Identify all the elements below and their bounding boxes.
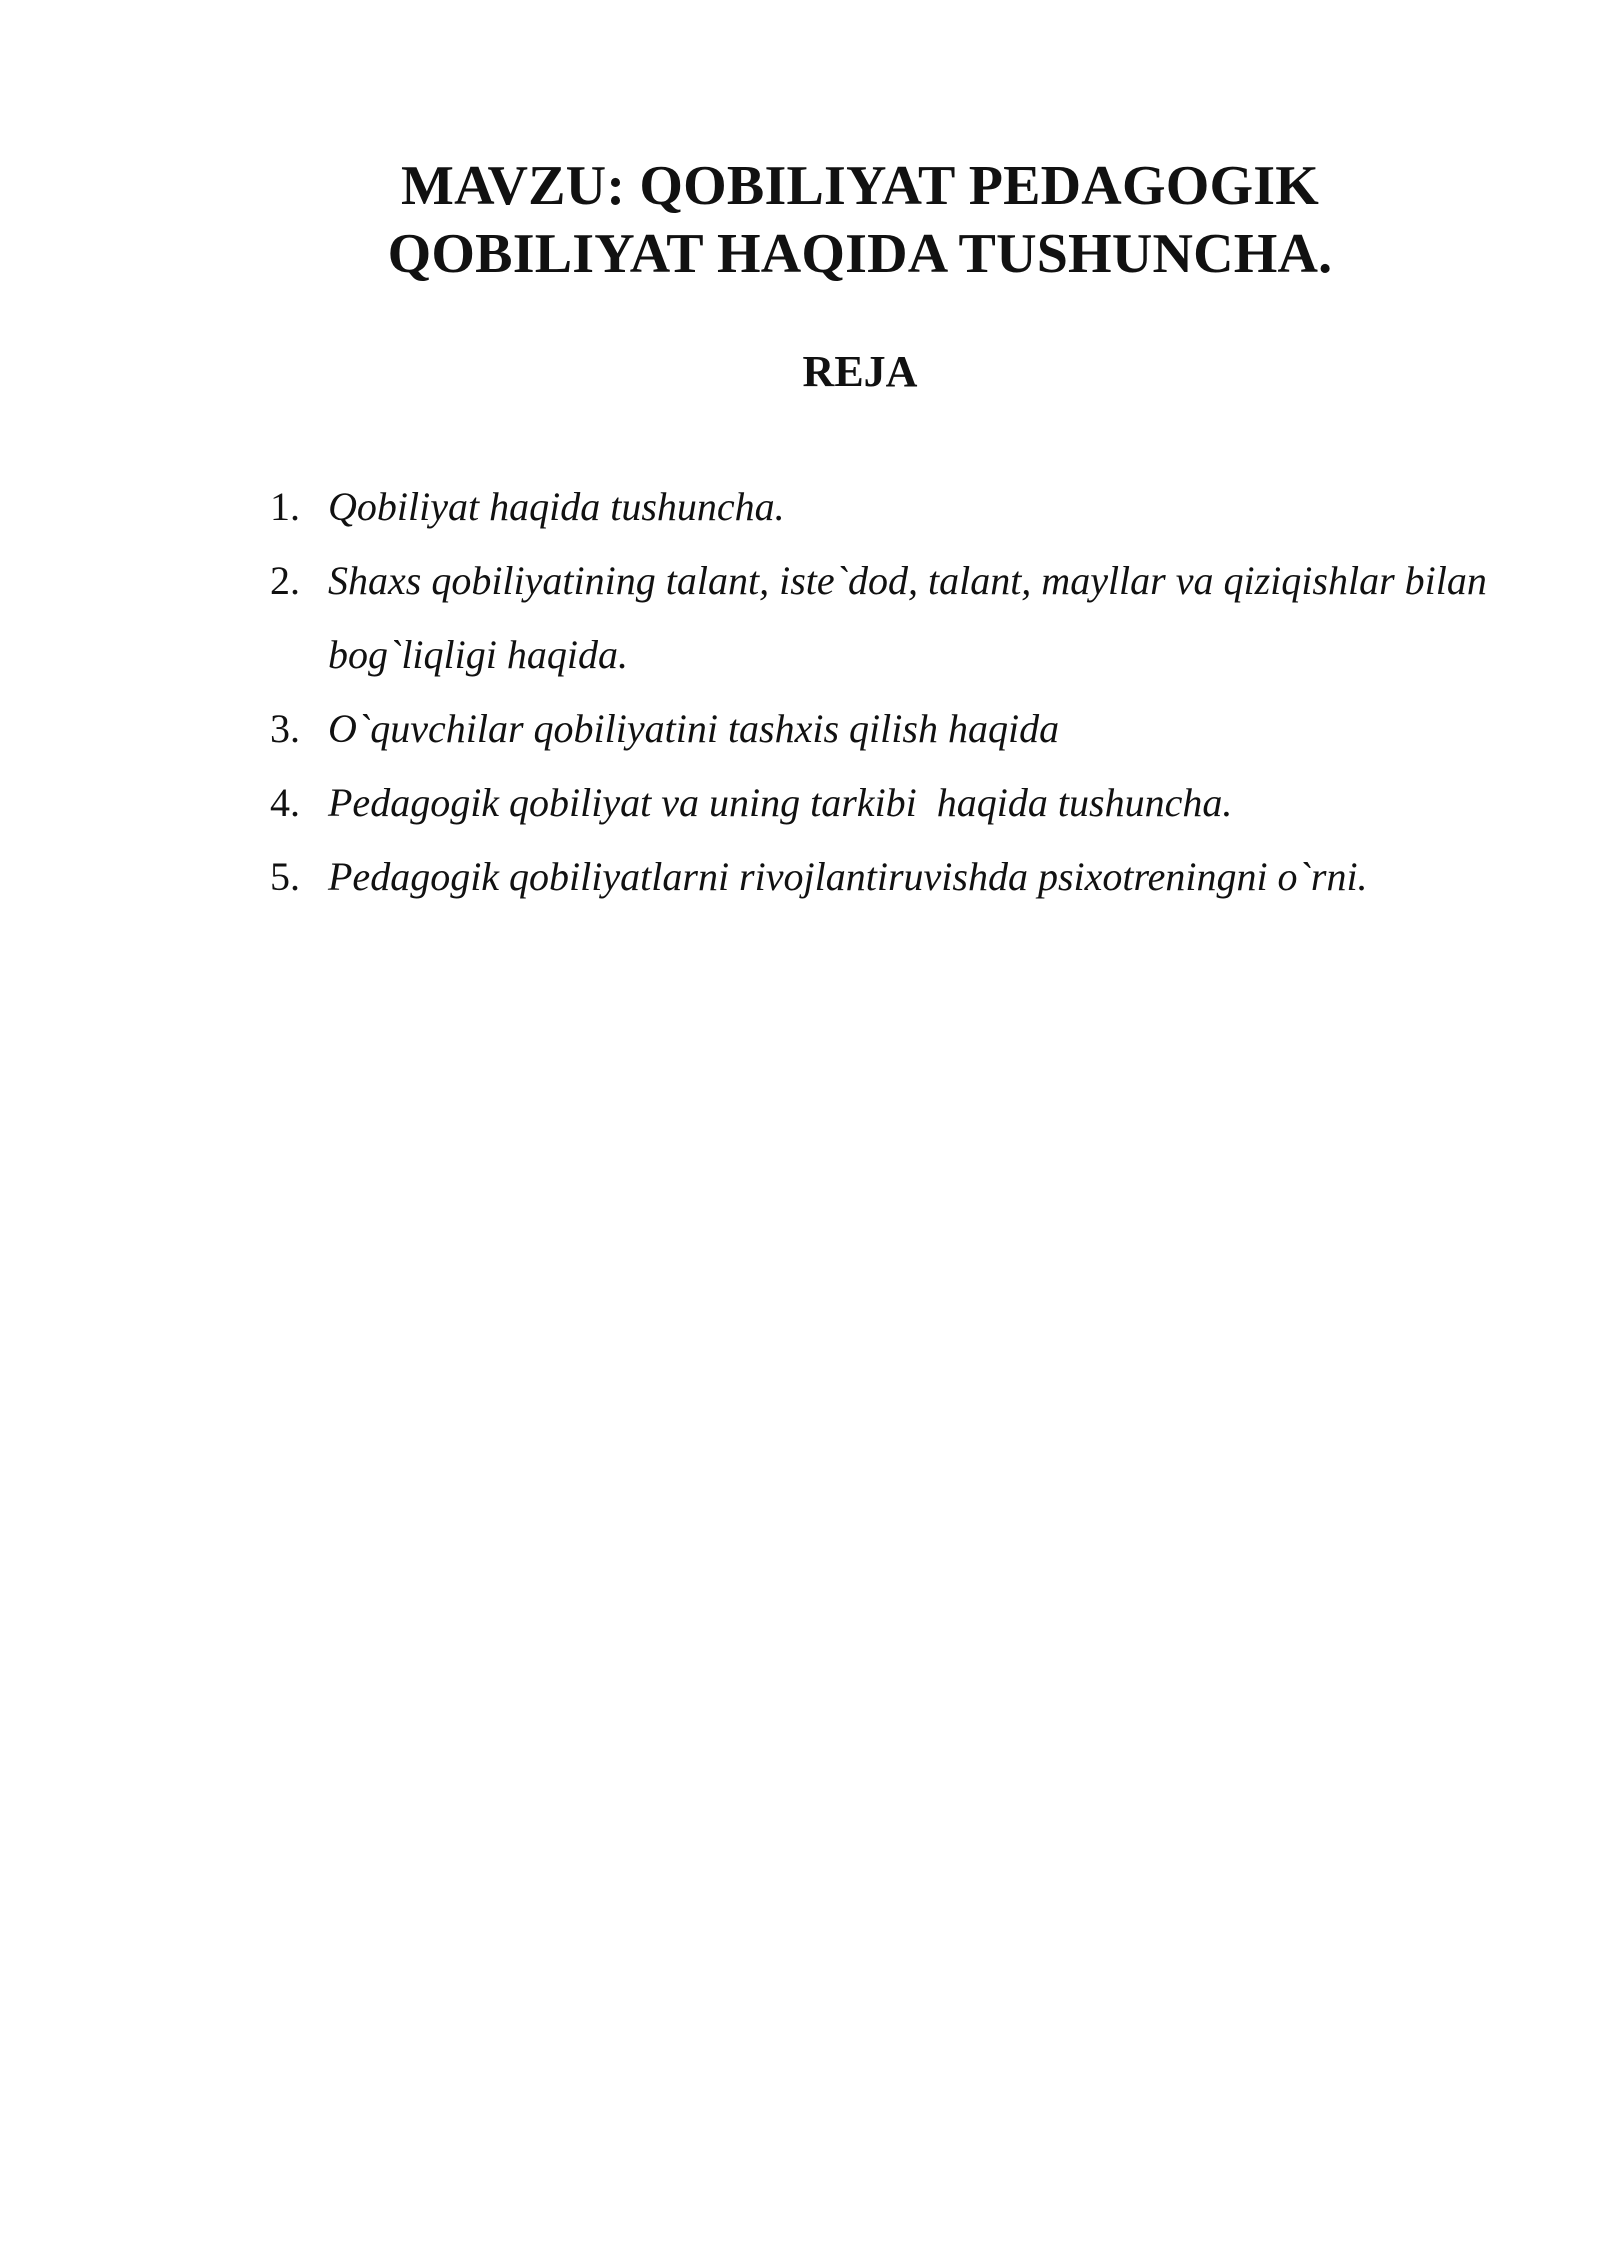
title-line-1: MAVZU: QOBILIYAT PEDAGOGIK: [401, 155, 1319, 217]
plan-item-number: 1.: [270, 484, 300, 529]
title-line-2: QOBILIYAT HAQIDA TUSHUNCHA.: [387, 223, 1333, 285]
plan-list: [270, 470, 1510, 914]
plan-item-number: 3.: [270, 706, 300, 751]
plan-item-3: [270, 692, 1510, 766]
plan-item-number: 4.: [270, 780, 300, 825]
plan-item-2: [270, 544, 1510, 692]
plan-item-text: O`quvchilar qobiliyatini tashxis qilish haqida: [328, 706, 1060, 751]
plan-item-text: Pedagogik qobiliyat va uning tarkibi haqida tushuncha.: [328, 780, 1233, 825]
plan-item-4: [270, 766, 1510, 840]
plan-item-number: 2.: [270, 558, 300, 603]
document-title: [200, 152, 1520, 288]
plan-item-1: [270, 470, 1510, 544]
plan-item-5: [270, 840, 1510, 914]
plan-item-text: Qobiliyat haqida tushuncha.: [328, 484, 785, 529]
plan-item-number: 5.: [270, 854, 300, 899]
plan-item-text: Shaxs qobiliyatining talant, iste`dod, talant, mayllar va qiziqishlar bilan bog`liqligi haqida.: [328, 558, 1497, 677]
plan-heading: REJA: [802, 347, 918, 396]
plan-item-text: Pedagogik qobiliyatlarni rivojlantiruvishda psixotreningni o`rni.: [328, 854, 1368, 899]
